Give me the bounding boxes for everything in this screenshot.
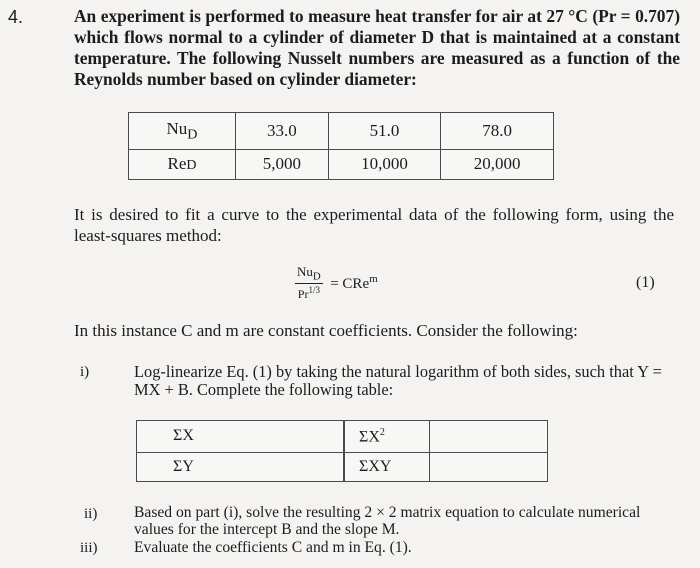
equation-1 [295,264,378,302]
table-row [137,421,548,453]
denominator-exponent: 1/3 [308,284,320,295]
sum-xy-cell: ΣXY [345,452,430,481]
problem-intro: An experiment is performed to measure heat transfer for air at 27 °C (Pr = 0.707) which flows normal to a cylinder of diameter D that is maintained at a constant temperature. The following Nusselt numbers are measured as a function of the Reynolds number based on cylinder diameter: [74,6,680,89]
sum-y-cell: ΣY [137,452,344,481]
nu-label-cell [129,113,236,150]
equation-rhs [330,273,377,293]
table-cell: 10,000 [328,149,441,179]
item-text-iii: Evaluate the coefficients C and m in Eq. (1). [134,539,412,556]
table-row [129,149,554,179]
sums-table [136,420,548,482]
equation-numerator [295,264,323,284]
coefficients-text: In this instance C and m are constant coefficients. Consider the following: [74,321,578,340]
sum-x2-cell [345,421,430,453]
numerator-subscript: D [312,270,321,283]
item-label-i: i) [80,364,90,380]
equation-denominator [295,284,323,302]
table-row [129,113,554,150]
rhs-exponent: m [369,272,378,285]
nu-label: Nu [166,118,188,138]
denominator-text: Pr [297,286,309,301]
equation-number: (1) [636,274,655,291]
re-label: Re [167,154,187,174]
blank-cell[interactable] [430,421,548,453]
table-cell: 51.0 [328,113,441,150]
rhs-text: = CRe [330,275,370,292]
table-row [137,452,548,481]
sum-x-cell: ΣX [137,421,344,453]
sum-x2-exponent: 2 [379,426,385,438]
table-cell: 78.0 [441,113,554,150]
item-label-iii: iii) [80,540,98,556]
numerator-text: Nu [297,264,313,279]
re-label-cell [129,149,236,179]
nusselt-reynolds-table [128,112,554,180]
table-cell: 20,000 [441,149,554,179]
equation-fraction [295,264,323,302]
re-subscript: D [186,158,197,174]
item-text-i: Log-linearize Eq. (1) by taking the natural logarithm of both sides, such that Y = MX + B. Complete the following table: [134,362,662,399]
item-text-ii: Based on part (i), solve the resulting 2 × 2 matrix equation to calculate numerical values for the intercept B and the slope M. [134,504,641,538]
question-number: 4. [8,7,24,27]
item-label-ii: ii) [84,506,98,522]
curve-fit-text: It is desired to fit a curve to the experimental data of the following form, using the least-squares method: [74,205,674,245]
table-cell: 5,000 [236,149,329,179]
table-cell: 33.0 [236,113,329,150]
nu-subscript: D [187,126,198,143]
blank-cell[interactable] [430,452,548,481]
sum-x2-text: ΣX [359,427,380,445]
